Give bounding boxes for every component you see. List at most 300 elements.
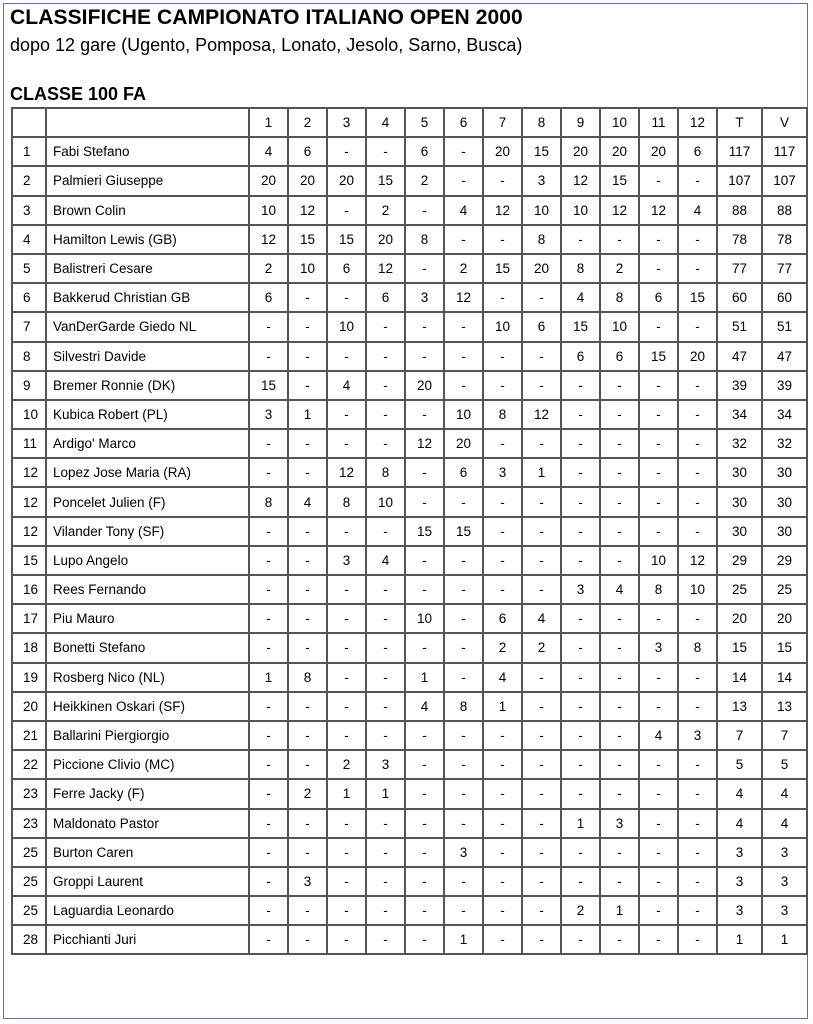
race-points-cell: 3 <box>483 458 522 487</box>
race-points-cell: - <box>288 809 327 838</box>
race-points-cell: - <box>405 400 444 429</box>
race-points-cell: - <box>522 721 561 750</box>
race-points-cell: - <box>366 867 405 896</box>
position-cell: 28 <box>12 925 46 954</box>
race-points-cell: - <box>483 925 522 954</box>
standings-table <box>11 107 808 955</box>
valid-points-cell: 77 <box>762 254 807 283</box>
table-row <box>12 663 807 692</box>
table-row <box>12 721 807 750</box>
driver-name-cell: Brown Colin <box>46 196 249 225</box>
race-points-cell: - <box>327 896 366 925</box>
position-cell: 18 <box>12 633 46 662</box>
race-points-cell: - <box>678 867 717 896</box>
race-points-cell: - <box>405 809 444 838</box>
total-cell: 20 <box>717 604 762 633</box>
race-points-cell: - <box>522 575 561 604</box>
position-cell: 12 <box>12 517 46 546</box>
race-points-cell: 20 <box>444 429 483 458</box>
position-cell: 17 <box>12 604 46 633</box>
total-cell: 30 <box>717 517 762 546</box>
race-points-cell: - <box>366 400 405 429</box>
driver-name-cell: Picchianti Juri <box>46 925 249 954</box>
race-points-cell: 20 <box>522 254 561 283</box>
valid-points-cell: 78 <box>762 225 807 254</box>
race-points-cell: 8 <box>483 400 522 429</box>
race-points-cell: - <box>483 225 522 254</box>
table-row <box>12 692 807 721</box>
driver-name-cell: Balistreri Cesare <box>46 254 249 283</box>
table-row <box>12 925 807 954</box>
race-points-cell: 6 <box>600 342 639 371</box>
race-points-cell: - <box>600 371 639 400</box>
race-points-cell: 3 <box>366 750 405 779</box>
header-cell-position <box>12 108 46 137</box>
race-points-cell: - <box>678 166 717 195</box>
race-points-cell: 10 <box>366 487 405 516</box>
race-points-cell: 15 <box>444 517 483 546</box>
race-points-cell: 2 <box>561 896 600 925</box>
race-points-cell: - <box>561 429 600 458</box>
valid-points-cell: 107 <box>762 166 807 195</box>
race-points-cell: 2 <box>288 779 327 808</box>
race-points-cell: - <box>678 925 717 954</box>
race-points-cell: 12 <box>600 196 639 225</box>
header-cell-v: V <box>762 108 807 137</box>
race-points-cell: - <box>600 633 639 662</box>
race-points-cell: - <box>366 896 405 925</box>
race-points-cell: - <box>288 371 327 400</box>
race-points-cell: 12 <box>405 429 444 458</box>
race-points-cell: 8 <box>678 633 717 662</box>
race-points-cell: - <box>288 458 327 487</box>
race-points-cell: 3 <box>600 809 639 838</box>
header-cell-6: 6 <box>444 108 483 137</box>
race-points-cell: - <box>288 750 327 779</box>
race-points-cell: - <box>561 721 600 750</box>
driver-name-cell: Kubica Robert (PL) <box>46 400 249 429</box>
race-points-cell: - <box>249 867 288 896</box>
race-points-cell: - <box>483 371 522 400</box>
race-points-cell: - <box>483 517 522 546</box>
table-row <box>12 312 807 341</box>
valid-points-cell: 51 <box>762 312 807 341</box>
race-points-cell: - <box>678 429 717 458</box>
race-points-cell: - <box>600 487 639 516</box>
driver-name-cell: Groppi Laurent <box>46 867 249 896</box>
race-points-cell: 12 <box>327 458 366 487</box>
race-points-cell: - <box>600 429 639 458</box>
race-points-cell: - <box>639 487 678 516</box>
race-points-cell: - <box>483 429 522 458</box>
race-points-cell: - <box>522 692 561 721</box>
position-cell: 7 <box>12 312 46 341</box>
driver-name-cell: Bakkerud Christian GB <box>46 283 249 312</box>
race-points-cell: - <box>405 721 444 750</box>
driver-name-cell: Bonetti Stefano <box>46 633 249 662</box>
race-points-cell: - <box>522 342 561 371</box>
race-points-cell: - <box>366 925 405 954</box>
total-cell: 60 <box>717 283 762 312</box>
race-points-cell: - <box>639 692 678 721</box>
driver-name-cell: Laguardia Leonardo <box>46 896 249 925</box>
valid-points-cell: 30 <box>762 487 807 516</box>
valid-points-cell: 20 <box>762 604 807 633</box>
race-points-cell: - <box>405 750 444 779</box>
race-points-cell: - <box>522 371 561 400</box>
table-row <box>12 342 807 371</box>
race-points-cell: - <box>444 166 483 195</box>
race-points-cell: - <box>600 225 639 254</box>
race-points-cell: 10 <box>561 196 600 225</box>
race-points-cell: - <box>249 312 288 341</box>
race-points-cell: - <box>600 458 639 487</box>
table-row <box>12 838 807 867</box>
position-cell: 25 <box>12 838 46 867</box>
driver-name-cell: Rees Fernando <box>46 575 249 604</box>
total-cell: 77 <box>717 254 762 283</box>
race-points-cell: - <box>249 604 288 633</box>
race-points-cell: - <box>522 283 561 312</box>
section-title: CLASSE 100 FA <box>10 84 147 104</box>
race-points-cell: - <box>405 575 444 604</box>
race-points-cell: 6 <box>405 137 444 166</box>
race-points-cell: 1 <box>444 925 483 954</box>
race-points-cell: 6 <box>639 283 678 312</box>
race-points-cell: - <box>327 517 366 546</box>
race-points-cell: 1 <box>483 692 522 721</box>
race-points-cell: - <box>249 779 288 808</box>
race-points-cell: - <box>561 633 600 662</box>
valid-points-cell: 32 <box>762 429 807 458</box>
total-cell: 3 <box>717 867 762 896</box>
race-points-cell: - <box>600 604 639 633</box>
header-cell-2: 2 <box>288 108 327 137</box>
table-row <box>12 604 807 633</box>
race-points-cell: - <box>600 663 639 692</box>
race-points-cell: 6 <box>327 254 366 283</box>
race-points-cell: - <box>639 166 678 195</box>
race-points-cell: - <box>405 458 444 487</box>
valid-points-cell: 1 <box>762 925 807 954</box>
race-points-cell: 20 <box>405 371 444 400</box>
race-points-cell: - <box>249 896 288 925</box>
race-points-cell: - <box>327 809 366 838</box>
valid-points-cell: 14 <box>762 663 807 692</box>
race-points-cell: - <box>522 429 561 458</box>
race-points-cell: - <box>366 633 405 662</box>
race-points-cell: - <box>483 867 522 896</box>
race-points-cell: - <box>561 400 600 429</box>
race-points-cell: - <box>405 196 444 225</box>
race-points-cell: - <box>639 371 678 400</box>
race-points-cell: - <box>522 779 561 808</box>
position-cell: 9 <box>12 371 46 400</box>
race-points-cell: - <box>483 896 522 925</box>
race-points-cell: - <box>366 575 405 604</box>
race-points-cell: - <box>600 517 639 546</box>
race-points-cell: - <box>639 663 678 692</box>
total-cell: 107 <box>717 166 762 195</box>
race-points-cell: 4 <box>483 663 522 692</box>
race-points-cell: 20 <box>366 225 405 254</box>
position-cell: 22 <box>12 750 46 779</box>
driver-name-cell: Piu Mauro <box>46 604 249 633</box>
race-points-cell: 15 <box>600 166 639 195</box>
race-points-cell: - <box>288 546 327 575</box>
total-cell: 117 <box>717 137 762 166</box>
race-points-cell: 10 <box>249 196 288 225</box>
valid-points-cell: 3 <box>762 896 807 925</box>
race-points-cell: 12 <box>444 283 483 312</box>
race-points-cell: - <box>288 604 327 633</box>
race-points-cell: - <box>366 371 405 400</box>
race-points-cell: - <box>405 925 444 954</box>
race-points-cell: 3 <box>288 867 327 896</box>
total-cell: 4 <box>717 809 762 838</box>
race-points-cell: 8 <box>444 692 483 721</box>
race-points-cell: - <box>405 633 444 662</box>
race-points-cell: - <box>561 750 600 779</box>
table-row <box>12 400 807 429</box>
race-points-cell: - <box>600 400 639 429</box>
total-cell: 34 <box>717 400 762 429</box>
race-points-cell: - <box>600 838 639 867</box>
race-points-cell: - <box>288 575 327 604</box>
race-points-cell: 12 <box>639 196 678 225</box>
race-points-cell: - <box>561 779 600 808</box>
race-points-cell: 3 <box>561 575 600 604</box>
race-points-cell: 20 <box>600 137 639 166</box>
race-points-cell: 8 <box>522 225 561 254</box>
race-points-cell: - <box>483 166 522 195</box>
race-points-cell: - <box>444 663 483 692</box>
race-points-cell: 2 <box>327 750 366 779</box>
race-points-cell: 4 <box>522 604 561 633</box>
table-body <box>12 137 807 954</box>
position-cell: 12 <box>12 458 46 487</box>
race-points-cell: - <box>639 517 678 546</box>
race-points-cell: - <box>522 809 561 838</box>
valid-points-cell: 15 <box>762 633 807 662</box>
race-points-cell: 15 <box>561 312 600 341</box>
race-points-cell: - <box>522 517 561 546</box>
valid-points-cell: 47 <box>762 342 807 371</box>
race-points-cell: 8 <box>288 663 327 692</box>
race-points-cell: 1 <box>366 779 405 808</box>
race-points-cell: - <box>639 429 678 458</box>
race-points-cell: - <box>249 342 288 371</box>
driver-name-cell: Silvestri Davide <box>46 342 249 371</box>
race-points-cell: - <box>405 254 444 283</box>
race-points-cell: - <box>288 342 327 371</box>
table-row <box>12 750 807 779</box>
table-row <box>12 633 807 662</box>
driver-name-cell: Palmieri Giuseppe <box>46 166 249 195</box>
driver-name-cell: Burton Caren <box>46 838 249 867</box>
race-points-cell: - <box>288 283 327 312</box>
race-points-cell: - <box>678 254 717 283</box>
race-points-cell: - <box>522 663 561 692</box>
race-points-cell: 15 <box>366 166 405 195</box>
driver-name-cell: Heikkinen Oskari (SF) <box>46 692 249 721</box>
race-points-cell: - <box>678 400 717 429</box>
race-points-cell: - <box>561 225 600 254</box>
race-points-cell: - <box>561 546 600 575</box>
page-subtitle: dopo 12 gare (Ugento, Pomposa, Lonato, Jesolo, Sarno, Busca) <box>10 35 523 55</box>
race-points-cell: - <box>639 225 678 254</box>
race-points-cell: 15 <box>405 517 444 546</box>
table-row <box>12 371 807 400</box>
race-points-cell: - <box>678 487 717 516</box>
race-points-cell: - <box>444 779 483 808</box>
race-points-cell: - <box>249 809 288 838</box>
table-header <box>12 108 807 137</box>
race-points-cell: - <box>249 721 288 750</box>
table-row <box>12 196 807 225</box>
race-points-cell: - <box>444 721 483 750</box>
race-points-cell: - <box>405 487 444 516</box>
race-points-cell: 4 <box>639 721 678 750</box>
race-points-cell: - <box>288 896 327 925</box>
header-cell-9: 9 <box>561 108 600 137</box>
position-cell: 5 <box>12 254 46 283</box>
race-points-cell: 4 <box>600 575 639 604</box>
race-points-cell: - <box>600 546 639 575</box>
race-points-cell: - <box>444 750 483 779</box>
race-points-cell: - <box>678 371 717 400</box>
header-cell-t: T <box>717 108 762 137</box>
race-points-cell: 4 <box>288 487 327 516</box>
race-points-cell: - <box>366 663 405 692</box>
race-points-cell: - <box>327 429 366 458</box>
race-points-cell: - <box>327 692 366 721</box>
race-points-cell: - <box>522 867 561 896</box>
race-points-cell: 2 <box>600 254 639 283</box>
driver-name-cell: Piccione Clivio (MC) <box>46 750 249 779</box>
race-points-cell: 15 <box>678 283 717 312</box>
position-cell: 12 <box>12 487 46 516</box>
race-points-cell: 15 <box>639 342 678 371</box>
race-points-cell: - <box>366 137 405 166</box>
race-points-cell: - <box>678 779 717 808</box>
valid-points-cell: 3 <box>762 838 807 867</box>
valid-points-cell: 13 <box>762 692 807 721</box>
race-points-cell: - <box>522 925 561 954</box>
race-points-cell: - <box>600 721 639 750</box>
valid-points-cell: 29 <box>762 546 807 575</box>
race-points-cell: - <box>327 400 366 429</box>
table-row <box>12 166 807 195</box>
race-points-cell: 15 <box>483 254 522 283</box>
race-points-cell: - <box>483 342 522 371</box>
race-points-cell: - <box>522 750 561 779</box>
race-points-cell: - <box>366 604 405 633</box>
race-points-cell: 6 <box>249 283 288 312</box>
race-points-cell: - <box>405 896 444 925</box>
race-points-cell: 1 <box>522 458 561 487</box>
position-cell: 25 <box>12 896 46 925</box>
race-points-cell: - <box>366 312 405 341</box>
race-points-cell: - <box>366 692 405 721</box>
race-points-cell: - <box>288 692 327 721</box>
race-points-cell: - <box>444 312 483 341</box>
race-points-cell: 6 <box>561 342 600 371</box>
race-points-cell: - <box>639 400 678 429</box>
race-points-cell: 3 <box>327 546 366 575</box>
race-points-cell: 8 <box>366 458 405 487</box>
race-points-cell: - <box>366 429 405 458</box>
total-cell: 78 <box>717 225 762 254</box>
total-cell: 14 <box>717 663 762 692</box>
position-cell: 19 <box>12 663 46 692</box>
valid-points-cell: 60 <box>762 283 807 312</box>
race-points-cell: - <box>600 925 639 954</box>
race-points-cell: 2 <box>249 254 288 283</box>
total-cell: 30 <box>717 487 762 516</box>
total-cell: 13 <box>717 692 762 721</box>
race-points-cell: 10 <box>639 546 678 575</box>
race-points-cell: 8 <box>249 487 288 516</box>
race-points-cell: - <box>678 225 717 254</box>
race-points-cell: - <box>639 867 678 896</box>
race-points-cell: - <box>249 925 288 954</box>
total-cell: 29 <box>717 546 762 575</box>
race-points-cell: - <box>444 546 483 575</box>
race-points-cell: - <box>483 575 522 604</box>
race-points-cell: - <box>639 604 678 633</box>
race-points-cell: - <box>405 546 444 575</box>
race-points-cell: - <box>327 721 366 750</box>
race-points-cell: 4 <box>444 196 483 225</box>
position-cell: 21 <box>12 721 46 750</box>
race-points-cell: - <box>600 867 639 896</box>
race-points-cell: 20 <box>678 342 717 371</box>
race-points-cell: 10 <box>678 575 717 604</box>
position-cell: 25 <box>12 867 46 896</box>
race-points-cell: 1 <box>600 896 639 925</box>
race-points-cell: - <box>561 838 600 867</box>
driver-name-cell: Maldonato Pastor <box>46 809 249 838</box>
race-points-cell: 3 <box>639 633 678 662</box>
race-points-cell: - <box>483 283 522 312</box>
race-points-cell: - <box>600 692 639 721</box>
race-points-cell: - <box>483 838 522 867</box>
driver-name-cell: Ballarini Piergiorgio <box>46 721 249 750</box>
valid-points-cell: 88 <box>762 196 807 225</box>
race-points-cell: - <box>249 429 288 458</box>
race-points-cell: 20 <box>249 166 288 195</box>
race-points-cell: 3 <box>522 166 561 195</box>
race-points-cell: 4 <box>561 283 600 312</box>
race-points-cell: 2 <box>405 166 444 195</box>
table-row <box>12 225 807 254</box>
race-points-cell: - <box>288 312 327 341</box>
race-points-cell: 6 <box>522 312 561 341</box>
table-row <box>12 867 807 896</box>
race-points-cell: - <box>327 663 366 692</box>
valid-points-cell: 39 <box>762 371 807 400</box>
race-points-cell: - <box>288 429 327 458</box>
header-cell-driver <box>46 108 249 137</box>
race-points-cell: 3 <box>678 721 717 750</box>
race-points-cell: 20 <box>288 166 327 195</box>
race-points-cell: - <box>249 750 288 779</box>
race-points-cell: - <box>249 838 288 867</box>
race-points-cell: 20 <box>327 166 366 195</box>
race-points-cell: 20 <box>483 137 522 166</box>
race-points-cell: - <box>678 750 717 779</box>
